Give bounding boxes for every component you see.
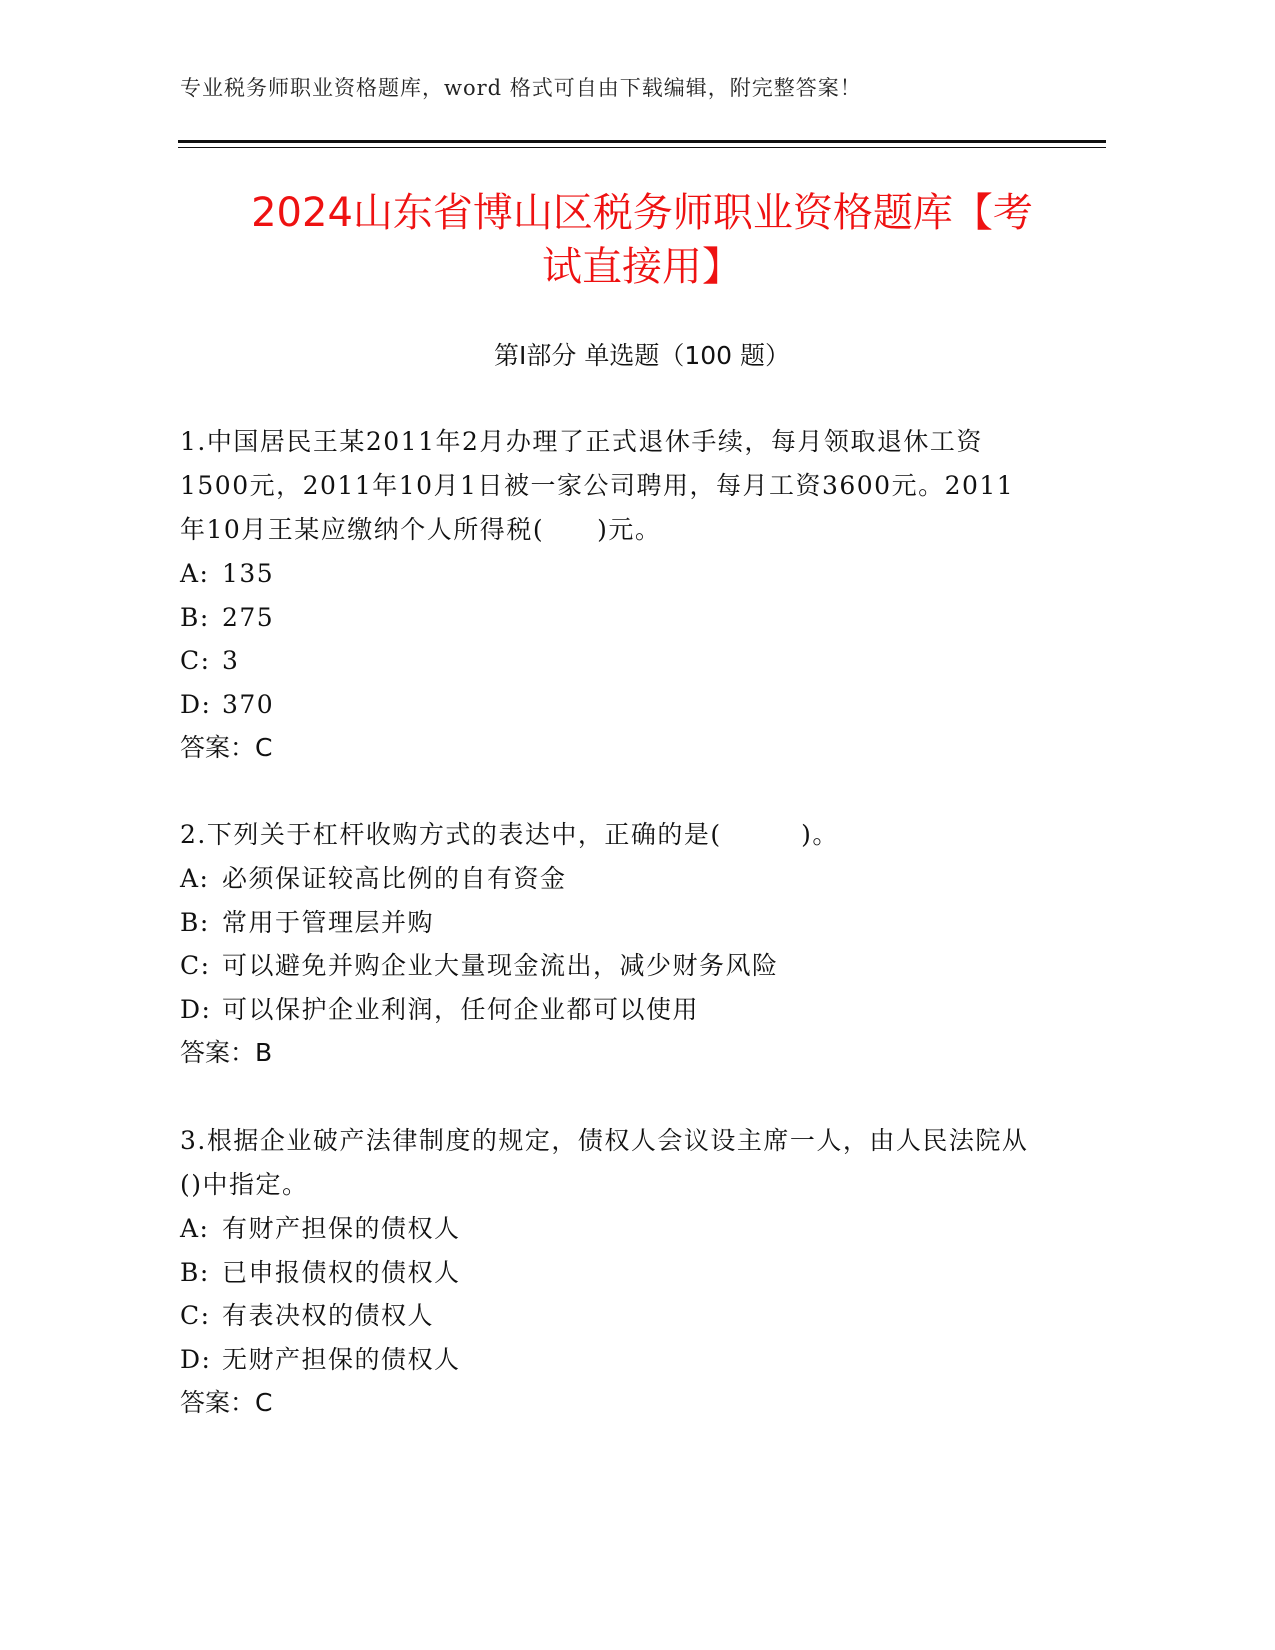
question-stem: 2.下列关于杠杆收购方式的表达中，正确的是( )。 <box>180 820 839 849</box>
option-text: 可以保护企业利润，任何企业都可以使用 <box>222 994 700 1024</box>
option-text: 3 <box>222 646 240 675</box>
header-rule-thin <box>178 147 1106 148</box>
question-stem: 1.中国居民王某2011年2月办理了正式退休手续，每月领取退休工资1500元，2011年10月1日被一家公司聘用，每月工资3600元。2011年10月王某应缴纳个人所得税( )元。 <box>180 427 1015 544</box>
option-key: B: <box>180 907 210 937</box>
option-key: D: <box>180 994 212 1024</box>
option-text: 370 <box>222 689 275 719</box>
answer-line: 答案：B <box>180 1038 273 1067</box>
question-1 <box>180 420 1040 770</box>
option-text: 常用于管理层并购 <box>222 907 435 937</box>
option-c <box>180 944 1040 988</box>
option-key: C: <box>180 1301 211 1330</box>
option-key: C: <box>180 951 211 980</box>
header-note: 专业税务师职业资格题库，word 格式可自由下载编辑，附完整答案！ <box>180 76 862 100</box>
question-stem: 3.根据企业破产法律制度的规定，债权人会议设主席一人，由人民法院从()中指定。 <box>180 1126 1029 1199</box>
option-key: B: <box>180 602 210 632</box>
option-c <box>180 639 1040 683</box>
option-key: D: <box>180 689 212 719</box>
option-a <box>180 1207 1040 1251</box>
option-key: A: <box>180 864 210 893</box>
option-c <box>180 1294 1040 1338</box>
option-key: B: <box>180 1257 210 1287</box>
option-text: 可以避免并购企业大量现金流出，减少财务风险 <box>222 951 779 980</box>
option-text: 275 <box>222 602 275 632</box>
answer-line: 答案：C <box>180 733 273 762</box>
section-title: 第Ⅰ部分 单选题（100 题） <box>494 341 790 370</box>
option-a <box>180 857 1040 901</box>
option-b <box>180 596 1040 640</box>
document-title-line-1: 2024山东省博山区税务师职业资格题库【考 <box>251 190 1033 236</box>
header-rule-thick <box>178 140 1106 143</box>
option-d <box>180 1338 1040 1382</box>
option-key: C: <box>180 646 211 675</box>
option-text: 135 <box>222 559 275 588</box>
question-3 <box>180 1119 1040 1425</box>
option-key: D: <box>180 1344 212 1374</box>
option-text: 已申报债权的债权人 <box>222 1257 461 1287</box>
option-key: A: <box>180 559 210 588</box>
option-d <box>180 988 1040 1032</box>
question-2 <box>180 813 1040 1075</box>
document-title-line-2: 试直接用】 <box>542 244 742 290</box>
option-text: 有表决权的债权人 <box>222 1301 435 1330</box>
option-b <box>180 1251 1040 1295</box>
document-title <box>178 186 1106 294</box>
option-d <box>180 683 1040 727</box>
option-key: A: <box>180 1214 210 1243</box>
option-text: 无财产担保的债权人 <box>222 1344 461 1374</box>
answer-line: 答案：C <box>180 1388 273 1417</box>
option-b <box>180 901 1040 945</box>
option-a <box>180 552 1040 596</box>
option-text: 有财产担保的债权人 <box>222 1214 461 1243</box>
option-text: 必须保证较高比例的自有资金 <box>222 864 567 893</box>
